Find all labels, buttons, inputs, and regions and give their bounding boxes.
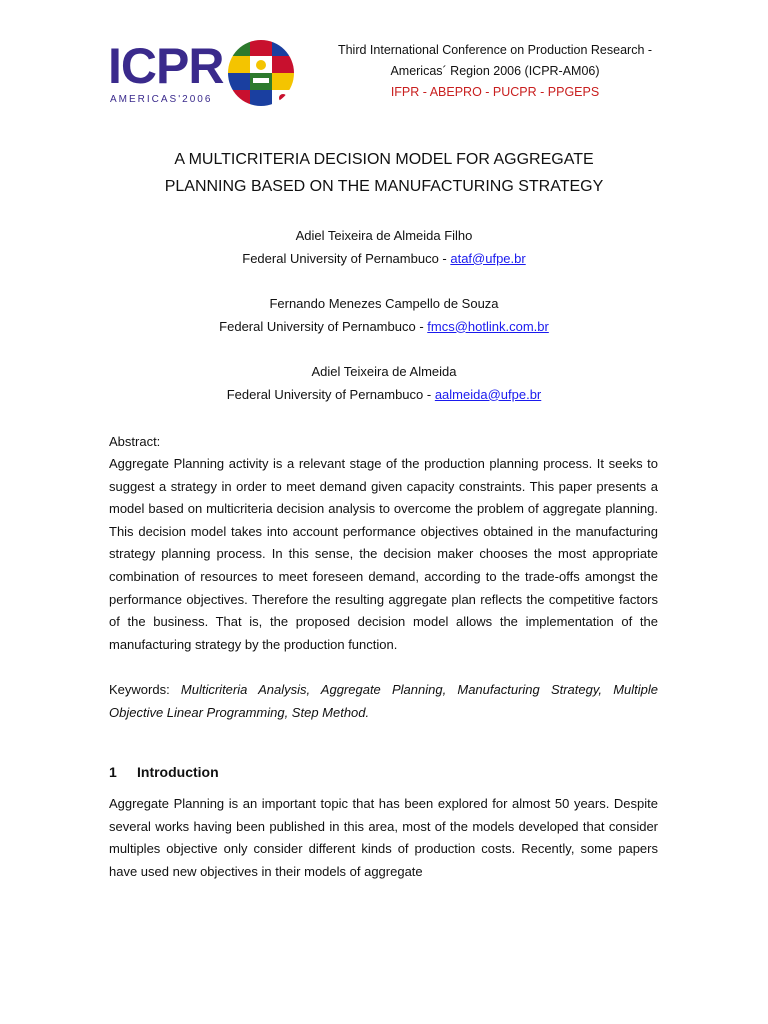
section-heading-introduction bbox=[109, 764, 219, 780]
author-affiliation: Federal University of Pernambuco - bbox=[226, 386, 435, 402]
flags-globe-icon bbox=[228, 40, 294, 106]
author-name: Adiel Teixeira de Almeida bbox=[311, 364, 457, 379]
author-affiliation-line bbox=[80, 248, 688, 271]
keywords bbox=[109, 679, 658, 724]
introduction-text: Aggregate Planning is an important topic that has been explored for almost 50 years. Despite several works having been published in this area, most of the models developed that consider multiples objective only consider different kinds of production costs. Recently, some papers have used new objectives in their models of aggregate bbox=[109, 796, 658, 879]
title-line2: PLANNING BASED ON THE MANUFACTURING STRATEGY bbox=[164, 178, 604, 195]
author-name: Fernando Menezes Campello de Souza bbox=[269, 296, 499, 311]
title-line1: A MULTICRITERIA DECISION MODEL FOR AGGREGATE bbox=[174, 151, 594, 168]
abstract-text: Aggregate Planning activity is a relevant stage of the production planning process. It seeks to suggest a strategy in order to meet demand given capacity constraints. This paper presents a model based on multicriteria decision analysis to overcome the problem of aggregate planning. This decision model takes into account performance objectives obtained in the manufacturing strategy planning process. In this sense, the decision maker chooses the most appropriate combination of resources to meet foreseen demand, according to the trade-offs amongst the performance objectives. Therefore the resulting aggregate plan reflects the competitive factors of the business. That is, the proposed decision model allows the implementation of the manufacturing strategy by the production function. bbox=[109, 456, 658, 652]
author-block bbox=[80, 225, 688, 270]
conference-organizers: IFPR - ABEPRO - PUCPR - PPGEPS bbox=[390, 85, 600, 99]
author-affiliation: Federal University of Pernambuco - bbox=[242, 250, 451, 266]
section-title: Introduction bbox=[137, 764, 219, 780]
author-list bbox=[80, 225, 688, 429]
keywords-label: Keywords: bbox=[109, 682, 170, 697]
paper-title bbox=[60, 146, 708, 200]
author-affiliation-line bbox=[80, 316, 688, 339]
logo-subtitle: AMERICAS'2006 bbox=[110, 94, 213, 105]
logo-text: ICPR bbox=[108, 38, 224, 94]
conference-title-line1: Third International Conference on Production Research - bbox=[337, 43, 653, 57]
abstract-heading: Abstract: bbox=[109, 434, 161, 449]
author-email-link[interactable]: aalmeida@ufpe.br bbox=[434, 386, 542, 402]
icpr-logo bbox=[108, 38, 298, 110]
author-email-link[interactable]: ataf@ufpe.br bbox=[450, 250, 526, 266]
author-affiliation: Federal University of Pernambuco - bbox=[219, 318, 428, 334]
section-number: 1 bbox=[109, 764, 117, 780]
author-block bbox=[80, 293, 688, 338]
keywords-text: Multicriteria Analysis, Aggregate Planning, Manufacturing Strategy, Multiple Objective Linear Programming, Step Method. bbox=[109, 682, 658, 720]
conference-title-line2: Americas´ Region 2006 (ICPR-AM06) bbox=[390, 64, 600, 78]
author-block bbox=[80, 361, 688, 406]
author-affiliation-line bbox=[80, 384, 688, 407]
conference-header bbox=[300, 40, 690, 103]
author-email-link[interactable]: fmcs@hotlink.com.br bbox=[427, 318, 549, 334]
author-name: Adiel Teixeira de Almeida Filho bbox=[295, 228, 473, 243]
